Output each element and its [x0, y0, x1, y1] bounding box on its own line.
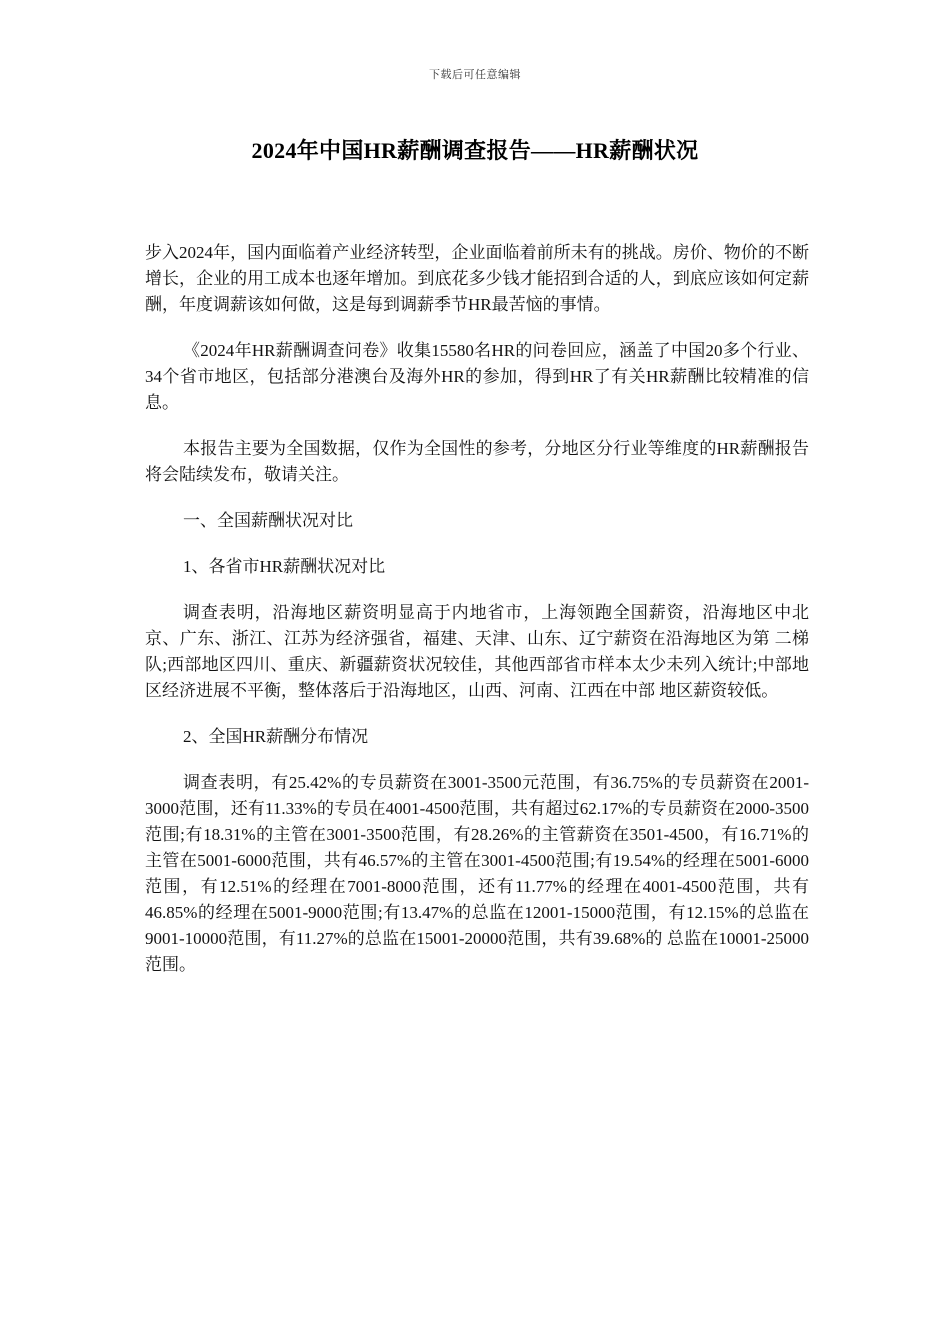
paragraph-scope: 本报告主要为全国数据，仅作为全国性的参考，分地区分行业等维度的HR薪酬报告将会陆续发布，敬请关注。 [145, 439, 809, 484]
document-body [145, 240, 809, 998]
section-heading-national: 一、全国薪酬状况对比 [183, 511, 353, 530]
paragraph-provinces: 调查表明，沿海地区薪资明显高于内地省市，上海领跑全国薪资，沿海地区中北京、广东、浙江、江苏为经济强省，福建、天津、山东、辽宁薪资在沿海地区为第 二梯队;西部地区四川、重庆、新疆薪资状况较佳，其他西部省市样本太少未列入统计;中部地区经济进展不平衡，整体落后于沿海地区，山西、河南、江西在中部 地区薪资较低。 [145, 603, 809, 700]
subsection-heading-provinces: 1、各省市HR薪酬状况对比 [183, 557, 386, 576]
paragraph-intro: 步入2024年，国内面临着产业经济转型，企业面临着前所未有的挑战。房价、物价的不断增长，企业的用工成本也逐年增加。到底花多少钱才能招到合适的人，到底应该如何定薪酬，年度调薪该如何做，这是每到调薪季节HR最苦恼的事情。 [145, 243, 809, 314]
paragraph-distribution: 调查表明，有25.42%的专员薪资在3001-3500元范围，有36.75%的专员薪资在2001-3000范围，还有11.33%的专员在4001-4500范围，共有超过62.17%的专员薪资在2000-3500范围;有18.31%的主管在3001-3500范围，有28.26%的主管薪资在3501-4500，有16.71%的主管在5001-6000范围，共有46.57%的主管在3001-4500范围;有19.54%的经理在5001-6000范围，有12.51%的经理在7001-8000范围，还有11.77%的经理在4001-4500范围，共有46.85%的经理在5001-9000范围;有13.47%的总监在12001-15000范围，有12.15%的总监在9001-10000范围，有11.27%的总监在15001-20000范围，共有39.68%的 总监在10001-25000范围。 [145, 773, 809, 974]
paragraph-survey: 《2024年HR薪酬调查问卷》收集15580名HR的问卷回应，涵盖了中国20多个行业、34个省市地区，包括部分港澳台及海外HR的参加，得到HR了有关HR薪酬比较精准的信息。 [145, 341, 809, 412]
subsection-heading-distribution: 2、全国HR薪酬分布情况 [183, 727, 369, 746]
document-title: 2024年中国HR薪酬调查报告——HR薪酬状况 [251, 138, 699, 163]
header-note: 下载后可任意编辑 [429, 69, 521, 81]
